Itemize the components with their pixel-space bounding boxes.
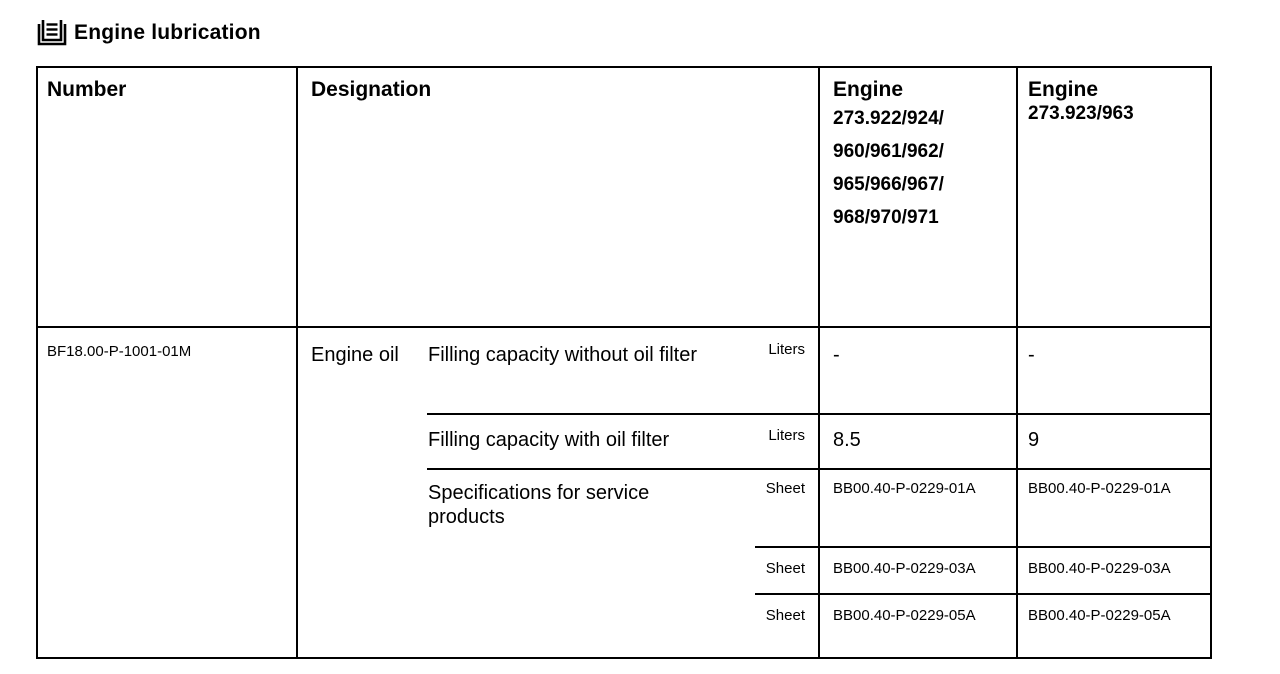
header-designation: Designation	[311, 78, 432, 101]
item-description: Filling capacity with oil filter	[428, 429, 670, 451]
header-engine-1-line: 960/961/962/	[833, 141, 944, 163]
section-header	[37, 17, 261, 49]
table-border-right	[1210, 66, 1212, 659]
header-engine-1-label: Engine	[833, 78, 904, 101]
header-divider	[36, 326, 1212, 328]
part-number: BF18.00-P-1001-01M	[47, 343, 192, 360]
column-divider-3	[1016, 66, 1018, 659]
item-value-engine-2: 9	[1028, 429, 1040, 451]
header-engine-2	[1028, 77, 1206, 126]
header-engine-2-label: Engine	[1028, 78, 1099, 101]
column-divider-1	[296, 66, 298, 659]
sheet-unit: Sheet	[765, 560, 805, 577]
sheet-ref-engine-2: BB00.40-P-0229-05A	[1028, 607, 1171, 624]
header-engine-1-line: 968/970/971	[833, 207, 939, 229]
header-engine-2-line: 273.923/963	[1028, 103, 1134, 125]
sheet-ref-engine-1: BB00.40-P-0229-05A	[833, 607, 976, 624]
header-engine-1	[833, 77, 1011, 234]
row-divider-4	[755, 593, 1212, 595]
item-value-engine-2: -	[1028, 344, 1035, 366]
header-engine-1-line: 273.922/924/	[833, 108, 944, 130]
item-unit: Liters	[768, 427, 805, 444]
item-value-engine-1: 8.5	[833, 429, 861, 451]
sheet-ref-engine-1: BB00.40-P-0229-01A	[833, 480, 976, 497]
designation-engine-oil: Engine oil	[311, 344, 399, 366]
sheet-unit: Sheet	[765, 607, 805, 624]
item-description: Filling capacity without oil filter	[428, 344, 697, 366]
section-title: Engine lubrication	[74, 21, 261, 44]
table-border-top	[36, 66, 1212, 68]
row-divider-3	[755, 546, 1212, 548]
header-number: Number	[47, 78, 127, 101]
sheet-ref-engine-1: BB00.40-P-0229-03A	[833, 560, 976, 577]
header-engine-1-line: 965/966/967/	[833, 174, 944, 196]
item-unit: Liters	[768, 341, 805, 358]
item-description: Specifications for service products	[428, 482, 650, 528]
sheet-ref-engine-2: BB00.40-P-0229-01A	[1028, 480, 1171, 497]
sheet-unit: Sheet	[765, 480, 805, 497]
row-divider-1	[427, 413, 1212, 415]
row-divider-2	[427, 468, 1212, 470]
table-border-bottom	[36, 657, 1212, 659]
engine-lubrication-table	[36, 66, 1212, 659]
column-divider-2	[818, 66, 820, 659]
sheet-ref-engine-2: BB00.40-P-0229-03A	[1028, 560, 1171, 577]
book-list-icon	[37, 18, 67, 48]
table-border-left	[36, 66, 38, 659]
item-value-engine-1: -	[833, 344, 840, 366]
